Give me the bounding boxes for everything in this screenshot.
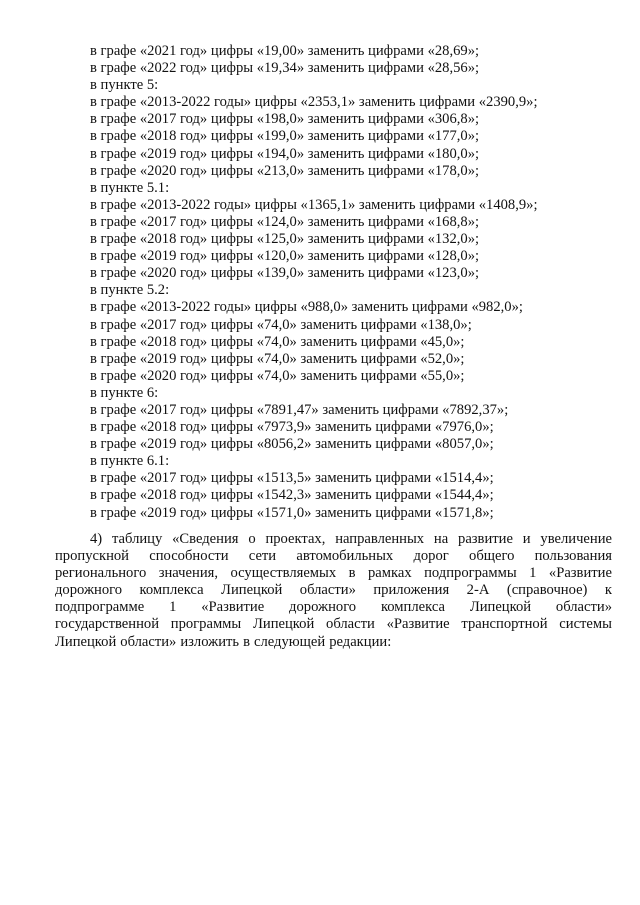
amendment-line: в графе «2013-2022 годы» цифры «988,0» заменить цифрами «982,0»; <box>90 299 523 316</box>
paragraph-line <box>55 531 612 548</box>
paragraph-word: Липецкой <box>55 633 117 650</box>
paragraph-word: области» <box>120 633 177 650</box>
amendment-line: в графе «2019 год» цифры «194,0» заменить цифрами «180,0»; <box>90 145 480 162</box>
section-heading: в пункте 5.2: <box>90 282 170 299</box>
amendment-line: в графе «2019 год» цифры «74,0» заменить цифрами «52,0»; <box>90 350 465 367</box>
paragraph-word: общего <box>469 548 515 565</box>
paragraph-word: осуществляемых <box>230 565 337 582</box>
paragraph-word: пользования <box>534 548 612 565</box>
section-heading: в пункте 5.1: <box>90 179 170 196</box>
paragraph-line <box>55 548 612 565</box>
paragraph-word: системы <box>559 616 612 633</box>
paragraph-word: государственной <box>55 616 160 633</box>
paragraph-word: области» <box>555 599 612 616</box>
paragraph-word: «Сведения <box>172 531 239 547</box>
paragraph-word: «Развитие <box>548 565 612 582</box>
paragraph-word: комплекса <box>380 599 445 616</box>
paragraph-word: программы <box>170 616 242 633</box>
table-replacement-paragraph <box>55 531 612 651</box>
amendment-line: в графе «2019 год» цифры «8056,2» заменить цифрами «8057,0»; <box>90 436 494 453</box>
amendment-line: в графе «2019 год» цифры «1571,0» заменить цифрами «1571,8»; <box>90 504 494 521</box>
paragraph-word: пропускной <box>55 548 129 565</box>
amendment-line: в графе «2022 год» цифры «19,34» заменить цифрами «28,56»; <box>90 60 480 77</box>
paragraph-word: таблицу <box>112 531 163 547</box>
paragraph-word: области» <box>299 582 356 599</box>
section-heading: в пункте 5: <box>90 77 159 94</box>
paragraph-word: Липецкой <box>221 582 283 599</box>
paragraph-word: 4) <box>90 531 103 547</box>
amendment-list <box>0 43 640 522</box>
paragraph-word: подпрограмме <box>55 599 145 616</box>
paragraph-word: дорожного <box>289 599 357 616</box>
paragraph-word: изложить <box>180 633 240 650</box>
amendment-line: в графе «2020 год» цифры «213,0» заменить цифрами «178,0»; <box>90 162 480 179</box>
section-heading: в пункте 6: <box>90 384 159 401</box>
paragraph-word: следующей <box>253 633 326 650</box>
paragraph-word: и <box>522 531 531 547</box>
paragraph-word: увеличение <box>540 531 612 547</box>
paragraph-word: Липецкой <box>253 616 315 633</box>
paragraph-word: «Развитие <box>386 616 450 633</box>
section-heading: в пункте 6.1: <box>90 453 170 470</box>
amendment-line: в графе «2018 год» цифры «199,0» заменить цифрами «177,0»; <box>90 128 480 145</box>
paragraph-word: автомобильных <box>296 548 394 565</box>
amendment-line: в графе «2020 год» цифры «139,0» заменить цифрами «123,0»; <box>90 265 480 282</box>
paragraph-word: направленных <box>335 531 425 547</box>
paragraph-word: дорожного <box>55 582 123 599</box>
paragraph-word: Липецкой <box>469 599 532 616</box>
amendment-line: в графе «2018 год» цифры «7973,9» заменить цифрами «7976,0»; <box>90 419 494 436</box>
amendment-line: в графе «2017 год» цифры «198,0» заменить цифрами «306,8»; <box>90 111 480 128</box>
paragraph-word: на <box>433 531 449 547</box>
amendment-line: в графе «2017 год» цифры «7891,47» заменить цифрами «7892,37»; <box>90 401 509 418</box>
paragraph-word: «Развитие <box>201 599 265 616</box>
paragraph-word: области <box>326 616 375 633</box>
paragraph-word: подпрограммы <box>424 565 517 582</box>
paragraph-word: развитие <box>458 531 513 547</box>
amendment-line: в графе «2013-2022 годы» цифры «1365,1» заменить цифрами «1408,9»; <box>90 196 538 213</box>
amendment-line: в графе «2013-2022 годы» цифры «2353,1» заменить цифрами «2390,9»; <box>90 94 538 111</box>
paragraph-word: (справочное) <box>506 582 588 599</box>
amendment-line: в графе «2020 год» цифры «74,0» заменить цифрами «55,0»; <box>90 367 465 384</box>
paragraph-word: сети <box>248 548 277 565</box>
paragraph-word: редакции: <box>329 633 392 650</box>
amendment-line: в графе «2017 год» цифры «124,0» заменить цифрами «168,8»; <box>90 213 480 230</box>
paragraph-word: способности <box>149 548 229 565</box>
paragraph-word: значения, <box>158 565 218 582</box>
paragraph-word: рамках <box>367 565 412 582</box>
amendment-line: в графе «2021 год» цифры «19,00» заменить цифрами «28,69»; <box>90 43 480 59</box>
paragraph-word: в <box>243 633 250 650</box>
paragraph-word: транспортной <box>461 616 548 633</box>
amendment-line: в графе «2018 год» цифры «125,0» заменить цифрами «132,0»; <box>90 231 480 248</box>
paragraph-line <box>55 565 612 582</box>
paragraph-word: комплекса <box>139 582 204 599</box>
amendment-line: в графе «2017 год» цифры «1513,5» заменить цифрами «1514,4»; <box>90 470 494 487</box>
paragraph-line <box>55 616 612 633</box>
paragraph-line <box>55 634 612 651</box>
amendment-line: в графе «2019 год» цифры «120,0» заменить цифрами «128,0»; <box>90 248 480 265</box>
paragraph-word: проектах, <box>265 531 326 547</box>
paragraph-line <box>55 582 612 599</box>
paragraph-word: 1 <box>529 565 537 582</box>
amendment-line: в графе «2017 год» цифры «74,0» заменить цифрами «138,0»; <box>90 316 472 333</box>
amendment-line: в графе «2018 год» цифры «1542,3» заменить цифрами «1544,4»; <box>90 487 494 504</box>
paragraph-word: приложения <box>373 582 450 599</box>
paragraph-word: 2-А <box>466 582 490 599</box>
amendment-line: в графе «2018 год» цифры «74,0» заменить цифрами «45,0»; <box>90 333 465 350</box>
paragraph-word: в <box>348 565 356 582</box>
paragraph-word: дорог <box>413 548 449 565</box>
paragraph-word: регионального <box>55 565 147 582</box>
paragraph-word: о <box>248 531 256 547</box>
paragraph-word: к <box>604 582 612 599</box>
paragraph-line <box>55 599 612 616</box>
paragraph-word: 1 <box>169 599 177 616</box>
